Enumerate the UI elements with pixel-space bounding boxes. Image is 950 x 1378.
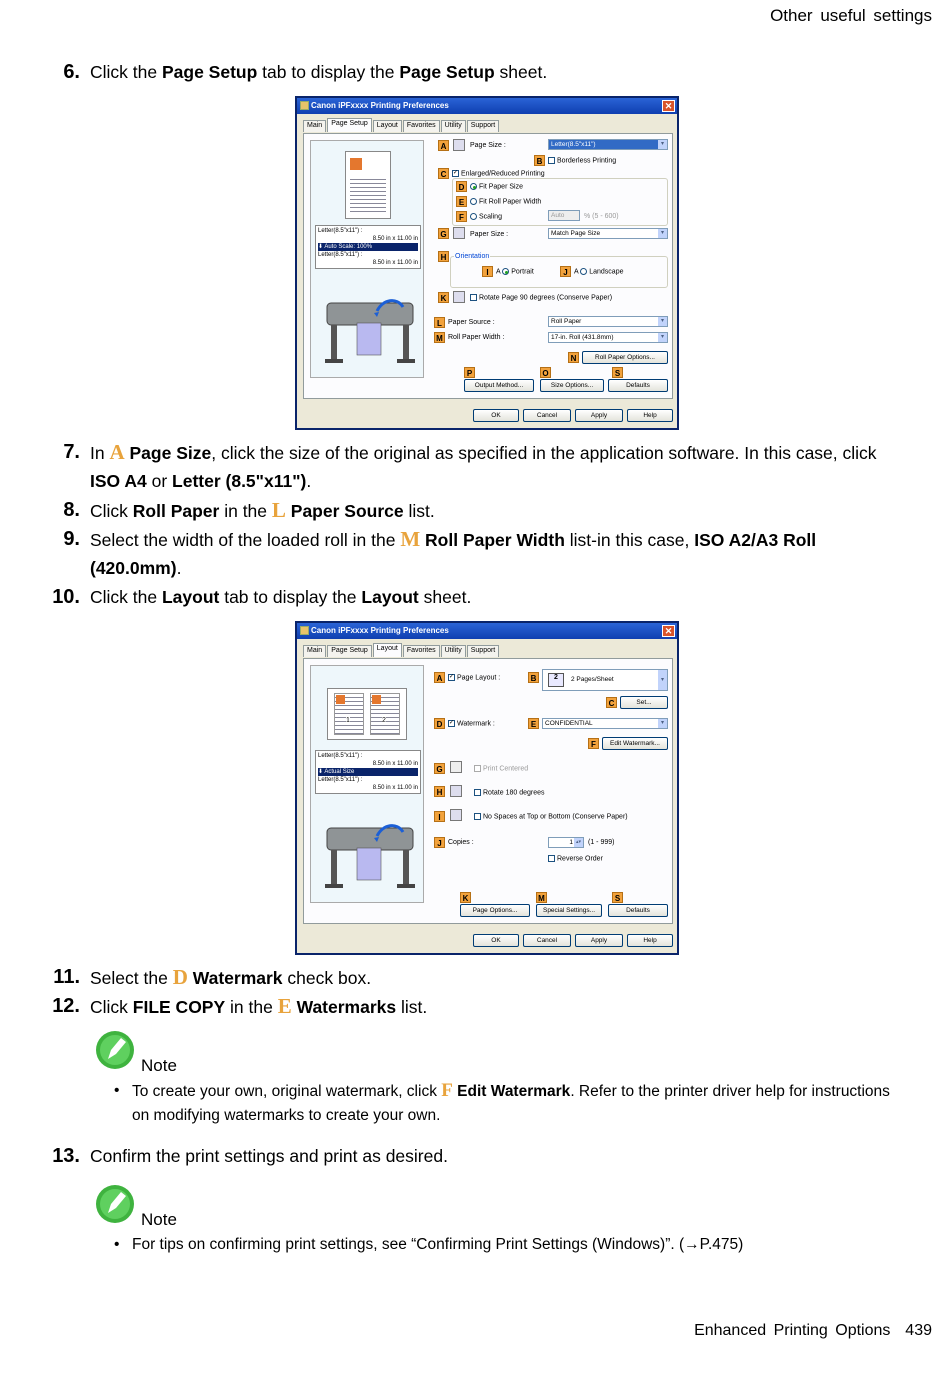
step-text: Select the width of the loaded roll in the M Roll Paper Width list-in this case, ISO A2/A3 Roll (420.0mm). [90,527,817,578]
paper-info: Letter(8.5"x11") : 8.50 in x 11.00 in ⬇ Actual Size Letter(8.5"x11") : 8.50 in x 11.00 in [315,750,421,794]
reverse-order-checkbox[interactable]: Reverse Order [548,855,603,862]
marker-f: F [456,211,467,222]
step-text: Click Roll Paper in the L Paper Source list. [90,498,435,522]
marker-i: I [482,266,493,277]
landscape-radio[interactable]: A Landscape [574,268,624,276]
dialog-title-bar: Canon iPFxxxx Printing Preferences ✕ [297,98,677,114]
scaling-radio[interactable]: Scaling [470,213,502,220]
paper-info: Letter(8.5"x11") : 8.50 in x 11.00 in ⬇ Auto Scale: 100% Letter(8.5"x11") : 8.50 in x 11.00 in [315,225,421,269]
rotate-180-checkbox[interactable]: Rotate 180 degrees [474,789,545,796]
fit-paper-radio[interactable]: Fit Paper Size [470,183,523,190]
apply-button[interactable]: Apply [575,409,623,422]
marker-n: N [568,352,579,363]
print-centered-checkbox[interactable]: Print Centered [474,765,528,772]
marker-o: O [540,367,551,378]
tab-layout[interactable]: Layout [373,120,402,132]
page-size-icon [453,139,465,151]
apply-button[interactable]: Apply [575,934,623,947]
paper-size-select[interactable]: Match Page Size ▾ [548,228,668,239]
tab-favorites[interactable]: Favorites [403,120,440,132]
running-footer: Enhanced Printing Options 439 [694,1322,932,1339]
scale-info: ⬇ Actual Size [318,768,418,776]
note-label: Note [141,1210,177,1229]
dialog-title-bar: Canon iPFxxxx Printing Preferences ✕ [297,623,677,639]
step-number: 8. [63,499,80,521]
rotate-checkbox[interactable]: Rotate Page 90 degrees (Conserve Paper) [470,294,612,301]
marker-k: K [460,892,471,903]
tab-support[interactable]: Support [467,120,500,132]
watermark-select[interactable]: CONFIDENTIAL ▾ [542,718,668,729]
tab-main[interactable]: Main [303,120,326,132]
tab-utility[interactable]: Utility [441,120,466,132]
marker-i: I [434,811,445,822]
step-text: Select the D Watermark check box. [90,965,372,989]
rotate-180-icon [450,785,462,797]
marker-k: K [438,292,449,303]
preview-image-icon [350,158,362,170]
page-preview: 1 2 [327,688,407,740]
marker-m: M [434,332,445,343]
help-button[interactable]: Help [627,409,673,422]
marker-a: A [438,140,449,151]
marker-s: S [612,892,623,903]
tab-page-setup[interactable]: Page Setup [327,645,372,657]
cancel-button[interactable]: Cancel [523,934,571,947]
printer-app-icon [300,101,309,110]
no-spaces-icon [450,809,462,821]
borderless-checkbox[interactable]: Borderless Printing [548,157,616,164]
paper-size-icon [453,227,465,239]
ok-button[interactable]: OK [473,409,519,422]
page-setup-panel: Letter(8.5"x11") : 8.50 in x 11.00 in ⬇ Auto Scale: 100% Letter(8.5"x11") : 8.50 in x 11.00 in A Page Size : Letter(8.5"x11") ▾ B Borderless Printing C ✓ Enlarged/Reduced Printing D Fit Paper Size E Fit Roll Paper Width F Scaling Auto % (5 - 600) G Paper Size : Match Page Size ▾ H Orientation I A Portrait J A Landscape K Rotate Page 90 degrees (Conserve Paper) L Paper Source : Roll Paper ▾ M Roll Paper Width : 17-in. Roll (431.8mm) ▾ N Roll Paper Options... P O S Output Method... Size Options... Defaults [303,133,673,399]
help-button[interactable]: Help [627,934,673,947]
portrait-radio[interactable]: A Portrait [496,268,534,276]
note-text: To create your own, original watermark, click F Edit Watermark. Refer to the printer driver help for instructions on modifying watermarks to create your own. [132,1080,890,1124]
marker-c: C [438,168,449,179]
marker-g: G [438,228,449,239]
tab-favorites[interactable]: Favorites [403,645,440,657]
printer-illustration [321,289,417,369]
printer-illustration [321,814,417,894]
ok-button[interactable]: OK [473,934,519,947]
step-number: 6. [63,61,80,83]
marker-h: H [438,251,449,262]
marker-f: F [588,738,599,749]
page-size-select[interactable]: Letter(8.5"x11") ▾ [548,139,668,150]
step-text: In A Page Size, click the size of the original as specified in the application software. In this case, click ISO A4 or Letter (8.5"x11"). [90,440,877,491]
two-pages-icon: 2 [548,673,564,687]
page-setup-dialog-screenshot [295,96,679,430]
print-centered-icon [450,761,462,773]
marker-g: G [434,763,445,774]
preview-pane [310,140,424,378]
set-button[interactable]: Set... [620,696,668,709]
cancel-button[interactable]: Cancel [523,409,571,422]
step-number: 13. [52,1145,80,1167]
marker-e: E [456,196,467,207]
marker-b: B [528,672,539,683]
marker-c: C [606,697,617,708]
marker-a: A [434,672,445,683]
marker-j: J [560,266,571,277]
layout-panel: 1 2 Letter(8.5"x11") : 8.50 in x 11.00 in ⬇ Actual Size Letter(8.5"x11") : 8.50 in x 11.00 in A ✓ Page Layout : B 2 Pages/Sheet ▾ 2 C Set... D ✓ Watermark : E CONFIDENTIAL ▾ F Edit Watermark... G Print Centered H Rotate 180 degrees I No Spaces at Top or Bottom (Conserve Paper) J Copies : 1 ▴▾ (1 - 999) Reverse Order K M S Page Options... Special Settings... Defaults [303,658,673,924]
no-spaces-checkbox[interactable]: No Spaces at Top or Bottom (Conserve Paper) [474,813,628,820]
pencil-note-icon [95,1184,135,1224]
note-text: For tips on confirming print settings, see “Confirming Print Settings (Windows)”. (→P.475) [132,1236,744,1253]
marker-e: E [528,718,539,729]
defaults-button[interactable]: Defaults [608,379,668,392]
pencil-note-icon [95,1030,135,1070]
watermark-checkbox[interactable]: ✓ Watermark : [449,720,495,728]
roll-width-select[interactable]: 17-in. Roll (431.8mm) ▾ [548,332,668,343]
step-number: 10. [52,586,80,608]
defaults-button[interactable]: Defaults [608,904,668,917]
note-label: Note [141,1056,177,1075]
scaling-input[interactable]: Auto [548,210,580,221]
page-options-button[interactable]: Page Options... [460,904,530,917]
step-text: Click the Page Setup tab to display the Page Setup sheet. [90,62,548,82]
page-number: 439 [905,1322,932,1339]
fit-roll-radio[interactable]: Fit Roll Paper Width [470,198,541,205]
tab-page-setup[interactable]: Page Setup [327,118,372,132]
tab-utility[interactable]: Utility [441,645,466,657]
step-text: Click the Layout tab to display the Layout sheet. [90,587,472,607]
tab-support[interactable]: Support [467,645,500,657]
printer-app-icon [300,626,309,635]
marker-d: D [456,181,467,192]
marker-m: M [536,892,547,903]
roll-options-button[interactable]: Roll Paper Options... [582,351,668,364]
step-number: 11. [53,966,80,988]
tab-layout[interactable]: Layout [373,643,402,657]
marker-p: P [464,367,475,378]
step-text: Confirm the print settings and print as desired. [90,1146,448,1166]
page-preview [345,151,391,219]
enlarged-checkbox[interactable]: ✓ Enlarged/Reduced Printing [453,170,545,178]
marker-h: H [434,786,445,797]
step-number: 9. [63,528,80,550]
dialog-tabs [303,120,499,132]
tab-main[interactable]: Main [303,645,326,657]
marker-b: B [534,155,545,166]
size-options-button[interactable]: Size Options... [540,379,604,392]
step-text: Click FILE COPY in the E Watermarks list. [90,994,428,1018]
scale-info: ⬇ Auto Scale: 100% [318,243,418,251]
running-header: Other useful settings [770,6,932,25]
step-number: 12. [52,995,80,1017]
marker-d: D [434,718,445,729]
output-method-button[interactable]: Output Method... [464,379,534,392]
dialog-tabs [303,645,499,657]
edit-watermark-button[interactable]: Edit Watermark... [602,737,668,750]
page-layout-select[interactable]: 2 Pages/Sheet ▾ [542,669,668,691]
preview-pane [310,665,424,903]
paper-source-select[interactable]: Roll Paper ▾ [548,316,668,327]
close-icon[interactable]: ✕ [662,100,675,112]
page-layout-checkbox[interactable]: ✓ Page Layout : [449,674,501,682]
marker-j: J [434,837,445,848]
copies-stepper[interactable]: 1 ▴▾ [548,837,584,848]
special-settings-button[interactable]: Special Settings... [536,904,602,917]
marker-s: S [612,367,623,378]
step-number: 7. [63,441,80,463]
close-icon[interactable]: ✕ [662,625,675,637]
marker-l: L [434,317,445,328]
rotate-icon [453,291,465,303]
layout-dialog-screenshot [295,621,679,955]
